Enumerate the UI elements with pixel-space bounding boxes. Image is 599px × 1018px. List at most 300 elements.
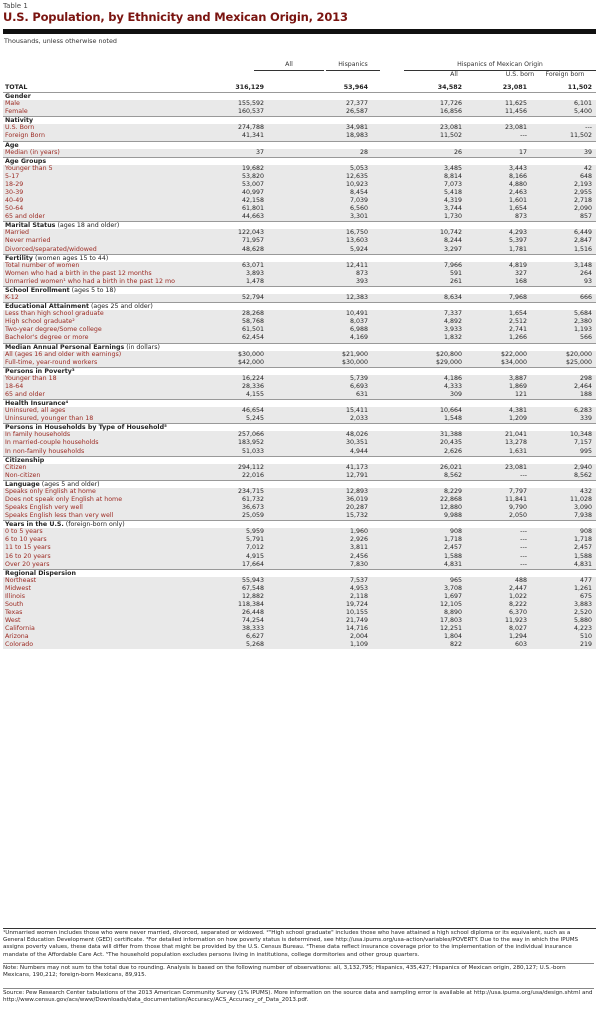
table-row	[3, 391, 596, 399]
table-cell: 39	[583, 148, 592, 156]
column-header-mexican-all: All	[450, 71, 458, 78]
table-cell: 7,039	[349, 197, 368, 205]
table-cell: 1,588	[443, 552, 462, 560]
table-cell: 6,101	[573, 100, 592, 108]
row-label: Colorado	[5, 641, 34, 649]
table-cell: 264	[579, 269, 592, 277]
table-cell: 12,880	[439, 504, 462, 512]
table-cell: 2,118	[349, 592, 368, 600]
footnotes: ¹Unmarried women includes those who were never married, divorced, separated or widowed. ²"High school graduate" includes those who have attained a high school diploma or its equivalent, such as a General Education Development (GED) certificate. ³For detailed information on how poverty status is determined, see http://usa.ipums.org/usa-action/variables/POVERTY. Due to the way in which the IPUMS assigns poverty values, these data will differ from those that might be provided by the U.S. Census Bureau. ⁴These data reflect insurance coverage prior to the implementation of the individual insurance mandate of the Affordable Care Act. ⁵The household population excludes persons living in institutions, college dormitories and other group quarters.	[3, 930, 579, 958]
table-cell: 1,718	[443, 536, 462, 544]
table-cell: 5,397	[508, 237, 527, 245]
table-cell: 19,682	[241, 164, 264, 172]
table-cell: ---	[520, 528, 527, 536]
table-cell: 5,739	[349, 374, 368, 382]
section-label: School Enrollment (ages 5 to 18)	[5, 286, 116, 294]
table-cell: 2,512	[508, 318, 527, 326]
source: Source: Pew Research Center tabulations of the 2013 American Community Survey (1% IPUMS). More information on the source data and sampling error is available at http://usa.ipums.org/usa/design.shtml and http://www.census.gov/acs/www/Downloads/data_documentation/Accuracy/ACS_Accuracy_of_Data_2013.pdf.	[3, 990, 593, 1004]
table-cell: 298	[579, 374, 592, 382]
table-cell: 432	[579, 487, 592, 495]
row-label: Female	[5, 108, 28, 116]
table-cell: 61,501	[241, 326, 264, 334]
section-header	[3, 480, 596, 488]
table-cell: 7,966	[443, 261, 462, 269]
table-cell: 1,294	[508, 633, 527, 641]
table-cell: 10,664	[439, 407, 462, 415]
table-cell: 53,820	[241, 172, 264, 180]
table-subtitle: Thousands, unless otherwise noted	[4, 37, 117, 45]
table-cell: 16,224	[241, 374, 264, 382]
table-cell: 1,548	[443, 415, 462, 423]
table-cell: 55,943	[241, 576, 264, 584]
table-cell: 965	[449, 576, 462, 584]
table-row	[3, 197, 596, 205]
table-cell: 1,832	[443, 334, 462, 342]
table-cell: 51,033	[241, 447, 264, 455]
table-row	[3, 205, 596, 213]
section-note: (foreign-born only)	[63, 521, 125, 529]
table-cell: 1,730	[443, 213, 462, 221]
table-cell: 1,109	[349, 641, 368, 649]
table-cell: 8,562	[573, 471, 592, 479]
table-row	[3, 544, 596, 552]
section-note: (ages 18 and older)	[55, 222, 120, 230]
table-row	[3, 318, 596, 326]
table-cell: 5,791	[245, 536, 264, 544]
table-row	[3, 448, 596, 456]
row-label: Uninsured, all ages	[5, 407, 66, 415]
table-cell: 5,268	[245, 641, 264, 649]
table-cell: 48,026	[345, 431, 368, 439]
table-cell: 48,628	[241, 245, 264, 253]
table-cell: 7,073	[443, 180, 462, 188]
table-cell: 2,926	[349, 536, 368, 544]
row-label: Full-time, year-round workers	[5, 358, 98, 366]
table-cell: 309	[449, 390, 462, 398]
table-cell: 7,830	[349, 560, 368, 568]
row-label: High school graduate²	[5, 318, 75, 326]
table-cell: 41,173	[345, 463, 368, 471]
table-cell: 28,336	[241, 382, 264, 390]
table-cell: 2,050	[508, 512, 527, 520]
table-cell: 3,485	[443, 164, 462, 172]
row-label: 65 and older	[5, 213, 45, 221]
section-header	[3, 92, 596, 100]
section-label: Age Groups	[5, 157, 47, 165]
table-cell: 21,041	[504, 431, 527, 439]
table-cell: 36,019	[345, 495, 368, 503]
table-cell: 26,587	[345, 108, 368, 116]
table-cell: ---	[520, 552, 527, 560]
table-cell: 44,663	[241, 213, 264, 221]
table-cell: 11,625	[504, 100, 527, 108]
table-cell: $22,000	[500, 350, 527, 358]
table-row	[3, 561, 596, 569]
column-header-hispanics: Hispanics	[338, 61, 368, 68]
table-cell: 16,856	[439, 108, 462, 116]
table-cell: 12,893	[345, 487, 368, 495]
row-label: 65 and older	[5, 390, 45, 398]
table-cell: 42,158	[241, 197, 264, 205]
table-row	[3, 512, 596, 520]
table-row	[3, 496, 596, 504]
table-row	[3, 173, 596, 181]
table-cell: 25,059	[241, 512, 264, 520]
total-row	[3, 84, 596, 92]
table-cell: 4,915	[245, 552, 264, 560]
table-cell: 36,673	[241, 504, 264, 512]
table-cell: 62,454	[241, 334, 264, 342]
table-cell: 1,209	[508, 415, 527, 423]
table-cell: 5,400	[573, 108, 592, 116]
table-row	[3, 181, 596, 189]
table-cell: 566	[579, 334, 592, 342]
table-cell: 3,744	[443, 205, 462, 213]
table-cell: 71,957	[241, 237, 264, 245]
table-cell: 23,081	[504, 124, 527, 132]
table-cell: $34,000	[500, 358, 527, 366]
table-cell: 74,254	[241, 617, 264, 625]
page-title: U.S. Population, by Ethnicity and Mexican Origin, 2013	[3, 10, 348, 24]
section-header	[3, 569, 596, 577]
table-row	[3, 504, 596, 512]
table-cell: $21,900	[341, 350, 368, 358]
table-cell: 4,819	[508, 261, 527, 269]
table-cell: 6,988	[349, 326, 368, 334]
table-cell: 61,732	[241, 495, 264, 503]
table-cell: 4,880	[508, 180, 527, 188]
column-header-all-underline	[254, 70, 324, 71]
table-cell: 34,981	[345, 124, 368, 132]
table-row	[3, 601, 596, 609]
table-cell: 3,148	[573, 261, 592, 269]
table-cell: 2,626	[443, 447, 462, 455]
row-label: West	[5, 617, 21, 625]
table-cell: 1,654	[508, 205, 527, 213]
table-cell: 8,166	[508, 172, 527, 180]
table-cell: $20,800	[435, 350, 462, 358]
row-label: Total number of women	[5, 261, 80, 269]
table-row	[3, 625, 596, 633]
table-row	[3, 359, 596, 367]
table-cell: 122,043	[237, 229, 264, 237]
row-label: California	[5, 625, 35, 633]
table-cell: 61,801	[241, 205, 264, 213]
table-cell: 603	[514, 641, 527, 649]
table-cell: 40,997	[241, 189, 264, 197]
table-cell: 477	[579, 576, 592, 584]
table-cell: 3,811	[349, 544, 368, 552]
section-label: Language (ages 5 and older)	[5, 480, 100, 488]
table-row	[3, 439, 596, 447]
column-header-foreign-born: Foreign born	[545, 71, 585, 78]
table-row	[3, 246, 596, 254]
row-label: Illinois	[5, 592, 25, 600]
table-cell: 15,732	[345, 512, 368, 520]
table-cell: 1,193	[573, 326, 592, 334]
table-cell: 8,244	[443, 237, 462, 245]
table-cell: 2,380	[573, 318, 592, 326]
table-cell: 53,007	[241, 180, 264, 188]
row-label: Non-citizen	[5, 471, 41, 479]
table-cell: 3,893	[245, 269, 264, 277]
table-row	[3, 464, 596, 472]
table-row	[3, 108, 596, 116]
row-label: 6 to 10 years	[5, 536, 47, 544]
table-cell: 28,268	[241, 310, 264, 318]
table-cell: 1,718	[573, 536, 592, 544]
table-cell: 38,333	[241, 625, 264, 633]
table-cell: 22,868	[439, 495, 462, 503]
table-row	[3, 488, 596, 496]
row-label: Unmarried women¹ who had a birth in the past 12 mo	[5, 277, 175, 285]
table-cell: 908	[449, 528, 462, 536]
row-label: All (ages 16 and older with earnings)	[5, 350, 122, 358]
table-cell: $20,000	[565, 350, 592, 358]
table-cell: 393	[355, 277, 368, 285]
table-row	[3, 593, 596, 601]
table-cell: 17,664	[241, 560, 264, 568]
table-cell: 873	[514, 213, 527, 221]
table-cell: 26,448	[241, 609, 264, 617]
table-row	[3, 617, 596, 625]
table-cell: 822	[449, 641, 462, 649]
table-cell: 28	[359, 148, 368, 156]
section-header	[3, 520, 596, 528]
table-cell: 631	[355, 390, 368, 398]
row-label: 40-49	[5, 197, 24, 205]
table-cell: 4,186	[443, 374, 462, 382]
table-cell: 52,794	[241, 294, 264, 302]
table-cell: 10,155	[345, 609, 368, 617]
row-label: In non-family households	[5, 447, 85, 455]
table-cell: 10,491	[345, 310, 368, 318]
table-cell: ---	[520, 536, 527, 544]
table-row	[3, 415, 596, 423]
row-label: K-12	[5, 294, 19, 302]
row-label: Women who had a birth in the past 12 months	[5, 269, 152, 277]
row-label: Citizen	[5, 463, 27, 471]
note: Note: Numbers may not sum to the total due to rounding. Analysis is based on the following number of observations: all, 3,132,795; Hispanics, 435,427; Hispanics of Mexican origin, 280,127; U.S.-born Mexicans, 190,212; foreign-born Mexicans, 89,915.	[3, 963, 594, 979]
table-cell: 8,229	[443, 487, 462, 495]
table-cell: 219	[579, 641, 592, 649]
table-cell: $30,000	[341, 358, 368, 366]
table-cell: 7,968	[508, 294, 527, 302]
table-cell: 22,016	[241, 471, 264, 479]
table-cell: 8,037	[349, 318, 368, 326]
table-cell: 8,890	[443, 609, 462, 617]
section-header	[3, 367, 596, 375]
table-row	[3, 149, 596, 157]
section-header	[3, 286, 596, 294]
table-cell: 12,251	[439, 625, 462, 633]
table-row	[3, 536, 596, 544]
section-header	[3, 343, 596, 351]
section-label: Citizenship	[5, 456, 45, 464]
column-header-all: All	[285, 61, 293, 68]
table-cell: 327	[514, 269, 527, 277]
row-label: Median (in years)	[5, 148, 60, 156]
table-cell: 1,804	[443, 633, 462, 641]
table-cell: 46,654	[241, 407, 264, 415]
table-cell: 12,635	[345, 172, 368, 180]
row-label: Two-year degree/Some college	[5, 326, 102, 334]
table-cell: 873	[355, 269, 368, 277]
section-label: Persons in Poverty³	[5, 367, 75, 375]
table-cell: 8,027	[508, 625, 527, 633]
table-row	[3, 641, 596, 649]
table-cell: 11,923	[504, 617, 527, 625]
table-label: Table 1	[3, 2, 28, 10]
row-label: In married-couple households	[5, 439, 99, 447]
section-note: (ages 5 to 18)	[69, 286, 116, 294]
table-cell: 257,066	[237, 431, 264, 439]
table-row	[3, 213, 596, 221]
data-table	[3, 84, 596, 649]
row-label: Does not speak only English at home	[5, 495, 123, 503]
table-cell: 118,384	[237, 601, 264, 608]
table-cell: 3,708	[443, 584, 462, 592]
section-label: Health Insurance⁴	[5, 400, 69, 408]
table-row	[3, 407, 596, 415]
section-label: Fertility (women ages 15 to 44)	[5, 254, 109, 262]
table-cell: 1,654	[508, 310, 527, 318]
table-row	[3, 585, 596, 593]
table-row	[3, 310, 596, 318]
table-cell: 8,222	[508, 601, 527, 608]
table-row	[3, 229, 596, 237]
row-label: Bachelor's degree or more	[5, 334, 89, 342]
table-cell: 27,377	[345, 100, 368, 108]
row-label: Less than high school graduate	[5, 310, 104, 318]
table-cell: 6,693	[349, 382, 368, 390]
table-cell: 11,502	[567, 84, 592, 91]
table-cell: 5,924	[349, 245, 368, 253]
table-cell: 510	[579, 633, 592, 641]
table-row	[3, 351, 596, 359]
table-cell: 3,443	[508, 164, 527, 172]
table-cell: 4,155	[245, 390, 264, 398]
table-cell: 2,741	[508, 326, 527, 334]
section-header	[3, 141, 596, 149]
table-cell: 12,383	[345, 294, 368, 302]
table-row	[3, 553, 596, 561]
table-cell: 1,781	[508, 245, 527, 253]
table-cell: 3,883	[573, 601, 592, 608]
table-cell: 183,952	[237, 439, 264, 447]
section-label: Years in the U.S. (foreign-born only)	[5, 521, 125, 529]
table-cell: 4,953	[349, 584, 368, 592]
table-cell: 26,021	[439, 463, 462, 471]
table-cell: 19,724	[345, 601, 368, 608]
table-cell: 3,933	[443, 326, 462, 334]
table-cell: 41,341	[241, 132, 264, 140]
table-row	[3, 124, 596, 132]
section-label: Educational Attainment (ages 25 and older)	[5, 303, 153, 311]
table-cell: 6,370	[508, 609, 527, 617]
row-label: Younger than 18	[5, 374, 57, 382]
section-header	[3, 157, 596, 165]
table-row	[3, 633, 596, 641]
row-label: 50-64	[5, 205, 24, 213]
table-row	[3, 528, 596, 536]
row-label: South	[5, 601, 24, 608]
table-cell: $42,000	[237, 358, 264, 366]
table-cell: 7,537	[349, 576, 368, 584]
table-cell: 1,022	[508, 592, 527, 600]
table-cell: 11,502	[569, 132, 592, 140]
table-row	[3, 334, 596, 342]
section-header	[3, 221, 596, 229]
table-cell: $29,000	[435, 358, 462, 366]
row-label: Never married	[5, 237, 51, 245]
table-cell: 6,449	[573, 229, 592, 237]
table-cell: 2,464	[573, 382, 592, 390]
table-cell: 12,411	[345, 261, 368, 269]
table-cell: 23,081	[502, 84, 527, 91]
table-cell: 14,716	[345, 625, 368, 633]
table-row	[3, 294, 596, 302]
table-cell: 31,388	[439, 431, 462, 439]
table-cell: 30,351	[345, 439, 368, 447]
table-cell: 1,631	[508, 447, 527, 455]
section-note: (ages 25 and older)	[88, 303, 153, 311]
table-cell: 5,245	[245, 415, 264, 423]
table-cell: 1,960	[349, 528, 368, 536]
column-header-hispanics-underline	[326, 70, 380, 71]
table-cell: 34,582	[437, 84, 462, 91]
table-cell: 648	[579, 172, 592, 180]
row-label: Midwest	[5, 584, 31, 592]
table-cell: 857	[579, 213, 592, 221]
table-cell: 591	[449, 269, 462, 277]
table-cell: 12,791	[345, 471, 368, 479]
table-cell: 11,456	[504, 108, 527, 116]
table-cell: 4,319	[443, 197, 462, 205]
table-cell: 2,520	[573, 609, 592, 617]
table-cell: 10,742	[439, 229, 462, 237]
table-row	[3, 270, 596, 278]
table-cell: 4,223	[573, 625, 592, 633]
table-cell: ---	[520, 471, 527, 479]
table-cell: 1,697	[443, 592, 462, 600]
table-cell: 5,053	[349, 164, 368, 172]
table-bottom-rule	[3, 928, 596, 929]
table-cell: 23,081	[504, 463, 527, 471]
table-cell: 58,768	[241, 318, 264, 326]
table-cell: 6,283	[573, 407, 592, 415]
table-cell: 4,831	[573, 560, 592, 568]
table-cell: 42	[583, 164, 592, 172]
table-cell: ---	[520, 560, 527, 568]
table-cell: 4,293	[508, 229, 527, 237]
table-cell: 2,457	[573, 544, 592, 552]
table-row	[3, 577, 596, 585]
table-cell: 234,715	[237, 487, 264, 495]
row-label: TOTAL	[5, 84, 28, 91]
table-cell: 8,562	[443, 471, 462, 479]
table-cell: $30,000	[237, 350, 264, 358]
table-cell: 2,447	[508, 584, 527, 592]
row-label: Younger than 5	[5, 164, 53, 172]
table-cell: ---	[585, 124, 592, 132]
table-cell: 2,463	[508, 189, 527, 197]
row-label: Northeast	[5, 576, 37, 584]
section-label: Nativity	[5, 117, 34, 125]
table-cell: 93	[583, 277, 592, 285]
table-cell: 17,726	[439, 100, 462, 108]
table-cell: 2,004	[349, 633, 368, 641]
